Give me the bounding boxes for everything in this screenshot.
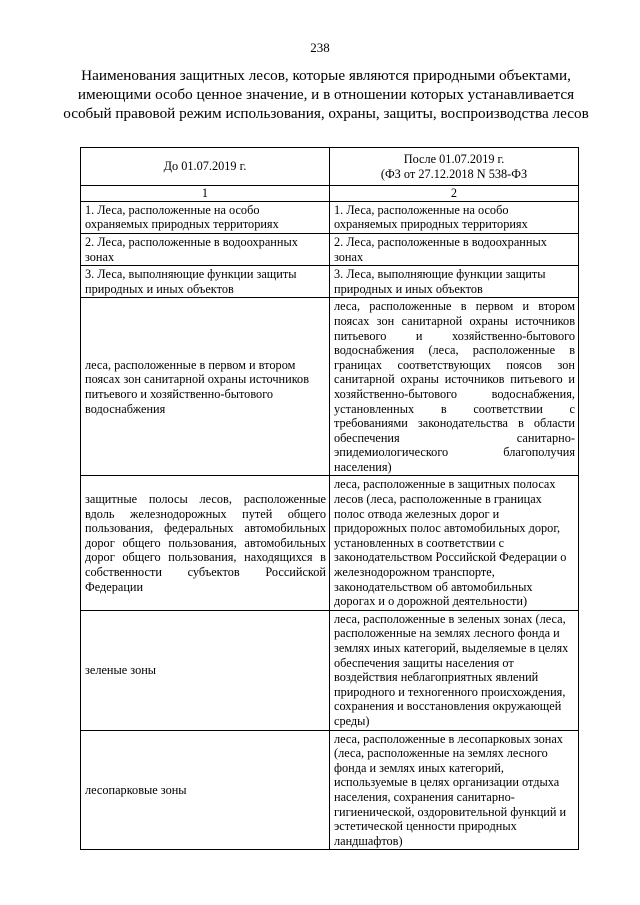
cell-after: леса, расположенные в лесопарковых зонах (леса, расположенные на землях лесного фонда и землях иных категорий, используемые в целях организации отдыха населения, сохранения санитарно-гигиенической, оздоровительной функций и эстетической ценности природных ландшафтов)	[330, 730, 579, 850]
cell-before: защитные полосы лесов, расположенные вдоль железнодорожных путей общего пользования, федеральных автомобильных дорог общего пользования, автомобильных дорог общего пользования, находящихся в собственности субъектов Российской Федерации	[81, 476, 330, 610]
cell-after: 1. Леса, расположенные на особо охраняемых природных территориях	[330, 201, 579, 233]
cell-after: леса, расположенные в зеленых зонах (леса, расположенные на землях лесного фонда и землях иных категорий, выделяемые в целях обеспечения защиты населения от воздействия неблагоприятных явлений природного и техногенного происхождения, сохранения и восстановления окружающей среды)	[330, 610, 579, 730]
cell-after: леса, расположенные в первом и втором поясах зон санитарной охраны источников питьевого и хозяйственно-бытового водоснабжения (леса, расположенные в границах соответствующих поясов зон санитарной охраны источников питьевого и хозяйственно-бытового водоснабжения, установленных в соответствии с требованиями законодательства в области обеспечения санитарно-эпидемиологического благополучия населения)	[330, 298, 579, 476]
header-before	[81, 148, 330, 186]
cell-before: леса, расположенные в первом и втором поясах зон санитарной охраны источников питьевого и хозяйственно-бытового водоснабжения	[81, 298, 330, 476]
table-row	[81, 610, 579, 730]
column-number-1: 1	[81, 186, 330, 202]
page-number: 238	[310, 40, 330, 55]
header-after-line1: После 01.07.2019 г.	[403, 152, 505, 166]
table-row	[81, 730, 579, 850]
table-row	[81, 233, 579, 265]
cell-after: 2. Леса, расположенные в водоохранных зонах	[330, 233, 579, 265]
cell-before: лесопарковые зоны	[81, 730, 330, 850]
header-after	[330, 148, 579, 186]
cell-before: 1. Леса, расположенные на особо охраняемых природных территориях	[81, 201, 330, 233]
cell-after: 3. Леса, выполняющие функции защиты природных и иных объектов	[330, 266, 579, 298]
column-number-row	[81, 186, 579, 202]
column-number-2: 2	[330, 186, 579, 202]
header-after-line2: (ФЗ от 27.12.2018 N 538-ФЗ	[380, 166, 528, 181]
table-row	[81, 476, 579, 610]
cell-before: зеленые зоны	[81, 610, 330, 730]
table-row	[81, 201, 579, 233]
document-title: Наименования защитных лесов, которые являются природными объектами, имеющими особо ценное значение, и в отношении которых устанавливается особый правовой режим использования, охраны, защиты, воспроизводства лесов	[63, 67, 589, 122]
table-row	[81, 266, 579, 298]
header-before-label: До 01.07.2019 г.	[163, 159, 247, 174]
table-header-row	[81, 148, 579, 186]
table-row	[81, 298, 579, 476]
cell-after: леса, расположенные в защитных полосах лесов (леса, расположенные в границах полос отвода железных дорог и придорожных полос автомобильных дорог, установленных в соответствии с законодательством Российской Федерации о железнодорожном транспорте, законодательством об автомобильных дорогах и о дорожной деятельности)	[330, 476, 579, 610]
cell-before: 3. Леса, выполняющие функции защиты природных и иных объектов	[81, 266, 330, 298]
cell-before: 2. Леса, расположенные в водоохранных зонах	[81, 233, 330, 265]
comparison-table	[80, 147, 579, 850]
